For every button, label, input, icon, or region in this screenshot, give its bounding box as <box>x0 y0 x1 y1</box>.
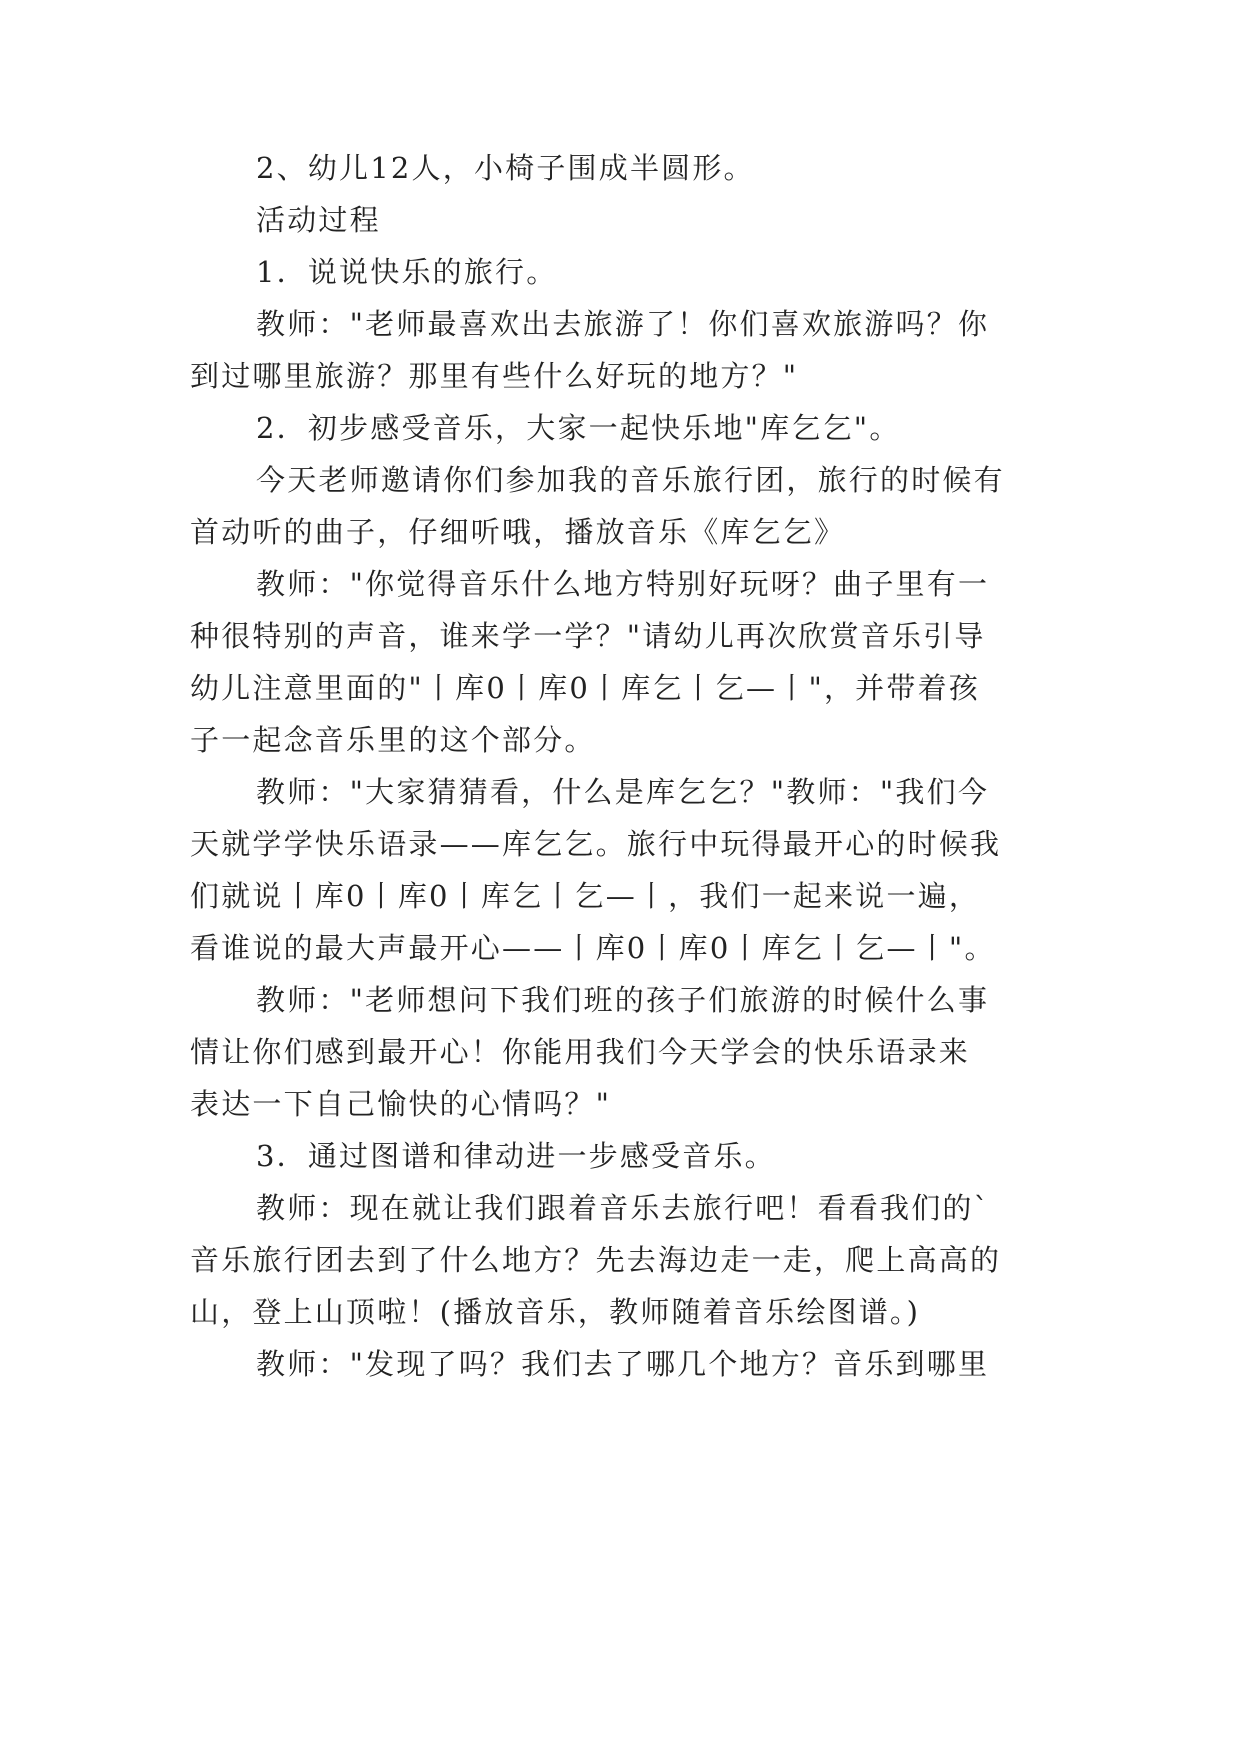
section-heading-activity-process: 活动过程 <box>256 203 381 237</box>
text-line-17: 教师："老师想问下我们班的孩子们旅游的时候什么事 <box>256 983 990 1017</box>
text-line-8: 首动听的曲子，仔细听哦，播放音乐《库乞乞》 <box>190 515 846 549</box>
step-heading-2: 2．初步感受音乐，大家一起快乐地"库乞乞"。 <box>256 411 901 445</box>
text-line-4: 教师："老师最喜欢出去旅游了！你们喜欢旅游吗？你 <box>256 307 990 341</box>
text-line-10: 种很特别的声音，谁来学一学？"请幼儿再次欣赏音乐引导 <box>190 619 986 653</box>
text-line-12: 子一起念音乐里的这个部分。 <box>190 723 596 757</box>
text-line-9: 教师："你觉得音乐什么地方特别好玩呀？曲子里有一 <box>256 567 990 601</box>
text-line-11: 幼儿注意里面的"丨库0丨库0丨库乞丨乞—丨"，并带着孩 <box>190 671 980 705</box>
step-heading-1: 1．说说快乐的旅行。 <box>256 255 558 289</box>
text-line-16: 看谁说的最大声最开心——丨库0丨库0丨库乞丨乞—丨"。 <box>190 931 996 965</box>
text-line-18: 情让你们感到最开心！你能用我们今天学会的快乐语录来 <box>190 1035 971 1069</box>
text-line-23: 山，登上山顶啦！(播放音乐，教师随着音乐绘图谱。) <box>190 1295 921 1329</box>
text-line-24: 教师："发现了吗？我们去了哪几个地方？音乐到哪里 <box>256 1347 990 1381</box>
text-line-5: 到过哪里旅游？那里有些什么好玩的地方？" <box>190 359 799 393</box>
text-line-19: 表达一下自己愉快的心情吗？" <box>190 1087 612 1121</box>
text-line-15: 们就说丨库0丨库0丨库乞丨乞—丨，我们一起来说一遍， <box>190 879 981 913</box>
text-line-7: 今天老师邀请你们参加我的音乐旅行团，旅行的时候有 <box>256 463 1005 497</box>
text-line-14: 天就学学快乐语录——库乞乞。旅行中玩得最开心的时候我 <box>190 827 1002 861</box>
text-line-21: 教师：现在就让我们跟着音乐去旅行吧！看看我们的` <box>256 1191 991 1225</box>
text-line-13: 教师："大家猜猜看，什么是库乞乞？"教师："我们今 <box>256 775 990 809</box>
text-line-1: 2、幼儿12人，小椅子围成半圆形。 <box>256 151 755 185</box>
text-line-22: 音乐旅行团去到了什么地方？先去海边走一走，爬上高高的 <box>190 1243 1002 1277</box>
step-heading-3: 3．通过图谱和律动进一步感受音乐。 <box>256 1139 776 1173</box>
